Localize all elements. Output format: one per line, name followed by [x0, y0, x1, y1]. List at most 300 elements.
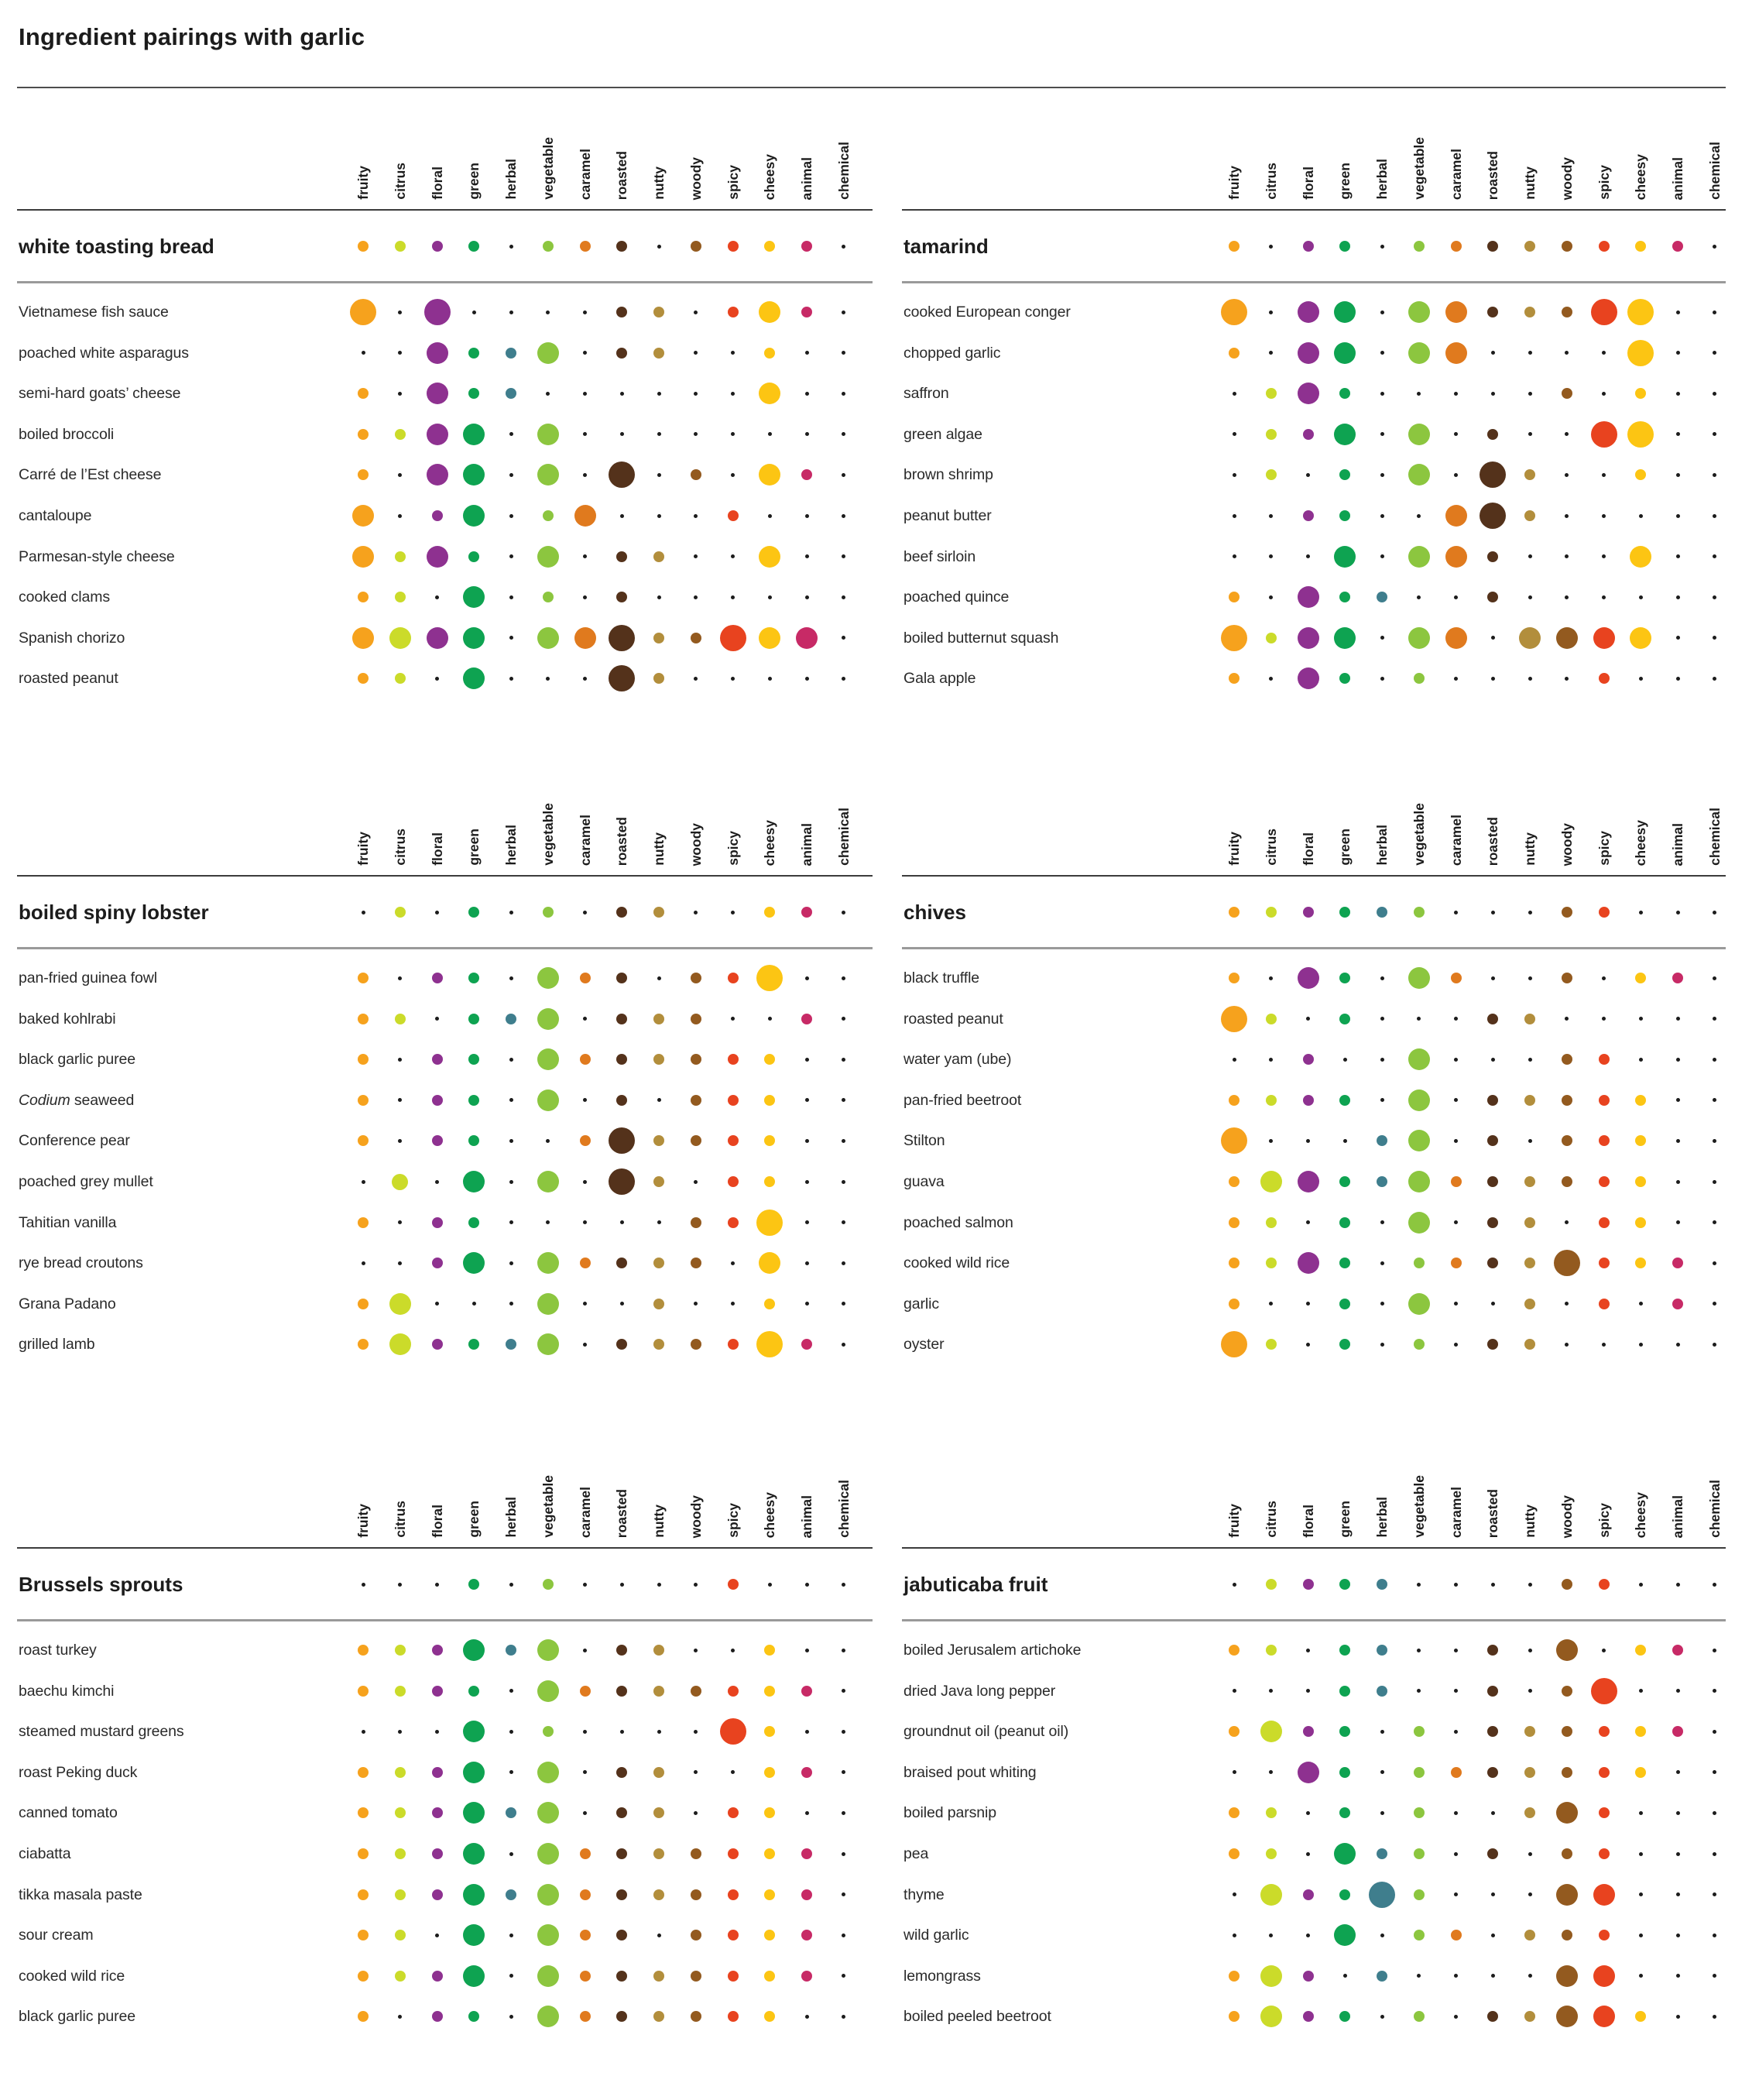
flavor-dot-spicy [728, 1054, 739, 1065]
flavor-dot-citrus [395, 592, 406, 602]
flavor-dot-animal [1676, 1139, 1680, 1143]
flavor-dot-floral [1306, 1220, 1310, 1224]
flavor-dot-caramel [583, 392, 587, 396]
flavor-dot-nutty [1524, 1258, 1535, 1268]
flavor-dot-chemical [1713, 1974, 1716, 1978]
flavor-dot-animal [1676, 432, 1680, 436]
flavor-dot-green [463, 1721, 485, 1742]
flavor-dot-fruity [1221, 625, 1247, 651]
flavor-dot-animal [1676, 1689, 1680, 1693]
flavor-dot-herbal [1380, 636, 1384, 640]
flavor-dot-chemical [842, 1689, 845, 1693]
flavor-dot-chemical [1713, 911, 1716, 914]
flavor-dot-roasted [1491, 351, 1495, 355]
flavor-dot-cheesy [759, 627, 780, 649]
flavor-dot-vegetable [1408, 1171, 1430, 1192]
flavor-dot-citrus [395, 429, 406, 440]
flavor-dot-roasted [1487, 1217, 1498, 1228]
flavor-dot-citrus [395, 1930, 406, 1940]
flavor-dot-herbal [1380, 1302, 1384, 1306]
flavor-dot-green [463, 627, 485, 649]
flavor-dot-animal [1676, 1583, 1680, 1587]
flavor-dot-fruity [1233, 392, 1236, 396]
flavor-dot-herbal [509, 1730, 513, 1734]
flavor-dot-animal [805, 595, 809, 599]
flavor-dot-woody [691, 1889, 701, 1900]
flavor-dot-green [1339, 673, 1350, 684]
flavor-dot-nutty [1524, 2011, 1535, 2022]
ingredient-label: roast Peking duck [19, 1763, 138, 1781]
flavor-dot-green [463, 1924, 485, 1946]
flavor-dot-roasted [1487, 1095, 1498, 1106]
flavor-dot-floral [432, 1135, 443, 1146]
flavor-dot-cheesy [756, 965, 783, 991]
flavor-dot-woody [691, 1930, 701, 1940]
flavor-dot-green [472, 311, 476, 314]
category-label-fruity: fruity [355, 166, 371, 200]
category-label-green: green [466, 1501, 482, 1538]
flavor-dot-spicy [731, 432, 735, 436]
category-label-cheesy: cheesy [1633, 1491, 1649, 1538]
flavor-dot-animal [805, 1302, 809, 1306]
flavor-dot-floral [432, 1889, 443, 1900]
flavor-dot-woody [1562, 1686, 1572, 1697]
flavor-dot-chemical [1713, 514, 1716, 518]
flavor-dot-chemical [1713, 1649, 1716, 1652]
flavor-dot-fruity [1233, 1770, 1236, 1774]
flavor-dot-spicy [1602, 554, 1606, 558]
flavor-dot-caramel [1454, 1098, 1458, 1102]
flavor-dot-green [463, 1965, 485, 1987]
flavor-dot-vegetable [537, 1089, 559, 1111]
flavor-dot-cheesy [764, 1726, 775, 1737]
flavor-dot-animal [801, 469, 812, 480]
flavor-dot-caramel [1451, 1176, 1462, 1187]
flavor-dot-chemical [842, 1302, 845, 1306]
flavor-dot-cheesy [764, 1095, 775, 1106]
flavor-dot-woody [691, 469, 701, 480]
flavor-dot-cheesy [768, 432, 772, 436]
flavor-dot-nutty [1528, 1139, 1532, 1143]
flavor-dot-spicy [728, 1889, 739, 1900]
flavor-dot-caramel [580, 1135, 591, 1146]
flavor-dot-vegetable [1414, 1767, 1425, 1778]
flavor-dot-citrus [389, 627, 411, 649]
flavor-dot-floral [432, 1767, 443, 1778]
flavor-dot-chemical [842, 432, 845, 436]
flavor-dot-cheesy [1635, 1645, 1646, 1656]
flavor-dot-nutty [1524, 1767, 1535, 1778]
flavor-dot-floral [1306, 1811, 1310, 1815]
flavor-dot-animal [1676, 1180, 1680, 1184]
flavor-dot-green [463, 1252, 485, 1274]
flavor-dot-animal [805, 432, 809, 436]
flavor-dot-animal [805, 1649, 809, 1652]
ingredient-label: roast turkey [19, 1642, 97, 1659]
flavor-dot-floral [1298, 667, 1319, 689]
flavor-dot-chemical [1713, 1811, 1716, 1815]
flavor-dot-citrus [1269, 514, 1273, 518]
flavor-dot-caramel [583, 554, 587, 558]
flavor-dot-green [1334, 301, 1356, 323]
flavor-dot-green [468, 241, 479, 252]
category-label-woody: woody [687, 822, 704, 866]
ingredient-label: sour cream [19, 1927, 94, 1944]
flavor-dot-spicy [1599, 907, 1610, 918]
flavor-dot-caramel [1454, 1220, 1458, 1224]
panel-title: tamarind [904, 235, 989, 258]
flavor-dot-animal [1672, 1299, 1683, 1309]
flavor-dot-caramel [583, 473, 587, 477]
flavor-dot-floral [432, 1848, 443, 1859]
flavor-dot-spicy [731, 1649, 735, 1652]
category-label-animal: animal [1670, 156, 1685, 200]
category-label-citrus: citrus [1263, 163, 1279, 200]
category-label-vegetable: vegetable [1411, 803, 1427, 866]
flavor-dot-vegetable [1408, 424, 1430, 445]
flavor-dot-caramel [583, 1730, 587, 1734]
flavor-dot-spicy [728, 1339, 739, 1350]
flavor-dot-herbal [506, 1889, 516, 1900]
flavor-dot-vegetable [1417, 514, 1421, 518]
flavor-dot-woody [1565, 1220, 1569, 1224]
flavor-dot-animal [1676, 1892, 1680, 1896]
flavor-dot-fruity [1229, 1217, 1240, 1228]
flavor-dot-floral [1303, 1095, 1314, 1106]
flavor-dot-nutty [1528, 351, 1532, 355]
flavor-dot-green [1339, 1807, 1350, 1818]
flavor-dot-citrus [398, 1730, 402, 1734]
flavor-dot-roasted [1491, 1058, 1495, 1062]
flavor-dot-green [463, 1802, 485, 1824]
flavor-dot-nutty [1528, 554, 1532, 558]
flavor-dot-herbal [1380, 245, 1384, 249]
flavor-dot-herbal [509, 1058, 513, 1062]
flavor-dot-chemical [842, 1649, 845, 1652]
ingredient-label: poached quince [904, 588, 1010, 606]
page-title: Ingredient pairings with garlic [19, 23, 365, 50]
flavor-dot-animal [805, 2015, 809, 2019]
flavor-dot-floral [432, 1339, 443, 1350]
flavor-dot-cheesy [768, 1017, 772, 1021]
flavor-dot-vegetable [546, 1220, 550, 1224]
flavor-dot-herbal [1380, 1934, 1384, 1937]
flavor-dot-roasted [1487, 1726, 1498, 1737]
category-label-caramel: caramel [577, 1486, 593, 1538]
flavor-dot-spicy [1599, 1054, 1610, 1065]
flavor-dot-citrus [1269, 1302, 1273, 1306]
flavor-dot-spicy [1602, 392, 1606, 396]
flavor-dot-animal [805, 1730, 809, 1734]
flavor-dot-caramel [1454, 392, 1458, 396]
flavor-dot-animal [796, 627, 818, 649]
ingredient-label: rye bread croutons [19, 1254, 143, 1272]
flavor-dot-green [463, 1639, 485, 1661]
flavor-dot-floral [1306, 1139, 1310, 1143]
flavor-dot-citrus [1266, 1848, 1277, 1859]
flavor-dot-caramel [1454, 2015, 1458, 2019]
flavor-dot-nutty [657, 1730, 661, 1734]
flavor-dot-nutty [653, 1176, 664, 1187]
flavor-dot-herbal [1377, 1848, 1387, 1859]
flavor-dot-cheesy [764, 1848, 775, 1859]
flavor-dot-woody [691, 1054, 701, 1065]
category-label-woody: woody [1558, 1494, 1575, 1538]
flavor-dot-green [1334, 342, 1356, 364]
flavor-dot-vegetable [1408, 1293, 1430, 1315]
flavor-dot-herbal [1377, 1579, 1387, 1590]
flavor-dot-roasted [620, 1583, 624, 1587]
flavor-dot-green [1339, 592, 1350, 602]
ingredient-label: Vietnamese fish sauce [19, 304, 169, 321]
flavor-dot-citrus [1266, 388, 1277, 399]
flavor-dot-green [1339, 1299, 1350, 1309]
flavor-dot-cheesy [1635, 1176, 1646, 1187]
flavor-dot-woody [1562, 307, 1572, 317]
flavor-dot-floral [432, 510, 443, 521]
flavor-dot-roasted [616, 1971, 627, 1982]
flavor-dot-woody [691, 1095, 701, 1106]
flavor-dot-fruity [358, 1889, 369, 1900]
flavor-dot-spicy [1599, 1726, 1610, 1737]
flavor-dot-woody [694, 1649, 698, 1652]
flavor-dot-woody [1565, 595, 1569, 599]
flavor-dot-caramel [580, 241, 591, 252]
flavor-dot-spicy [1599, 1579, 1610, 1590]
category-label-herbal: herbal [503, 825, 519, 866]
flavor-dot-fruity [352, 505, 374, 527]
flavor-dot-spicy [1602, 473, 1606, 477]
flavor-dot-nutty [653, 1767, 664, 1778]
flavor-dot-floral [432, 241, 443, 252]
flavor-dot-nutty [657, 1220, 661, 1224]
flavor-dot-animal [1676, 1934, 1680, 1937]
flavor-dot-fruity [1229, 592, 1240, 602]
flavor-dot-spicy [731, 595, 735, 599]
flavor-dot-nutty [657, 245, 661, 249]
category-label-fruity: fruity [1226, 1504, 1242, 1538]
flavor-dot-herbal [509, 677, 513, 681]
flavor-dot-animal [801, 1767, 812, 1778]
flavor-dot-nutty [653, 1339, 664, 1350]
flavor-dot-woody [1565, 432, 1569, 436]
flavor-dot-roasted [1487, 1686, 1498, 1697]
flavor-dot-fruity [358, 1767, 369, 1778]
flavor-dot-spicy [1599, 241, 1610, 252]
flavor-dot-citrus [1269, 1770, 1273, 1774]
flavor-dot-vegetable [537, 1843, 559, 1865]
flavor-dot-citrus [398, 2015, 402, 2019]
flavor-dot-woody [691, 1135, 701, 1146]
flavor-dot-herbal [509, 1302, 513, 1306]
flavor-dot-citrus [398, 392, 402, 396]
flavor-dot-vegetable [543, 1579, 554, 1590]
flavor-dot-animal [1676, 1852, 1680, 1856]
flavor-dot-roasted [609, 1168, 635, 1195]
flavor-dot-citrus [1269, 1689, 1273, 1693]
flavor-dot-floral [1303, 907, 1314, 918]
flavor-dot-woody [1556, 1802, 1578, 1824]
flavor-dot-fruity [358, 1807, 369, 1818]
flavor-dot-nutty [1524, 1726, 1535, 1737]
category-label-floral: floral [1300, 832, 1316, 866]
flavor-dot-spicy [728, 307, 739, 317]
flavor-dot-fruity [1229, 1095, 1240, 1106]
category-label-nutty: nutty [1522, 832, 1538, 866]
flavor-dot-cheesy [1635, 1767, 1646, 1778]
flavor-dot-spicy [1602, 1343, 1606, 1347]
flavor-dot-woody [694, 311, 698, 314]
flavor-dot-spicy [728, 241, 739, 252]
flavor-dot-green [1343, 1974, 1347, 1978]
flavor-dot-nutty [653, 1848, 664, 1859]
flavor-dot-spicy [1599, 1767, 1610, 1778]
ingredient-label: steamed mustard greens [19, 1723, 184, 1741]
flavor-dot-chemical [842, 1974, 845, 1978]
flavor-dot-caramel [583, 432, 587, 436]
category-label-green: green [466, 829, 482, 866]
flavor-dot-spicy [720, 1718, 746, 1745]
flavor-dot-animal [1676, 1811, 1680, 1815]
flavor-dot-citrus [395, 1848, 406, 1859]
flavor-dot-herbal [1380, 554, 1384, 558]
flavor-dot-herbal [1380, 1343, 1384, 1347]
flavor-dot-citrus [395, 1971, 406, 1982]
flavor-dot-caramel [1454, 1302, 1458, 1306]
category-label-cheesy: cheesy [762, 819, 778, 866]
flavor-dot-vegetable [543, 907, 554, 918]
flavor-dot-spicy [1591, 299, 1617, 325]
flavor-dot-herbal [509, 976, 513, 980]
flavor-dot-herbal [1380, 1770, 1384, 1774]
flavor-dot-roasted [609, 1127, 635, 1154]
flavor-dot-caramel [583, 311, 587, 314]
flavor-dot-herbal [1380, 1058, 1384, 1062]
flavor-dot-nutty [653, 1889, 664, 1900]
flavor-dot-caramel [1445, 301, 1467, 323]
flavor-dot-citrus [395, 551, 406, 562]
flavor-dot-nutty [657, 1934, 661, 1937]
flavor-dot-animal [801, 907, 812, 918]
flavor-dot-caramel [583, 1220, 587, 1224]
flavor-dot-woody [691, 1258, 701, 1268]
ingredient-label: brown shrimp [904, 466, 993, 484]
flavor-dot-chemical [1713, 1017, 1716, 1021]
flavor-dot-animal [1676, 514, 1680, 518]
flavor-dot-vegetable [1417, 1689, 1421, 1693]
flavor-dot-spicy [731, 351, 735, 355]
flavor-dot-herbal [1380, 432, 1384, 436]
flavor-dot-vegetable [546, 392, 550, 396]
flavor-dot-floral [1298, 586, 1319, 608]
flavor-dot-roasted [1491, 1302, 1495, 1306]
flavor-dot-spicy [728, 2011, 739, 2022]
flavor-dot-animal [1676, 1017, 1680, 1021]
flavor-dot-green [1339, 1339, 1350, 1350]
flavor-dot-nutty [1524, 1339, 1535, 1350]
flavor-dot-fruity [1229, 973, 1240, 983]
flavor-dot-nutty [653, 2011, 664, 2022]
flavor-dot-caramel [580, 2011, 591, 2022]
flavor-dot-herbal [1380, 514, 1384, 518]
category-label-vegetable: vegetable [1411, 137, 1427, 200]
flavor-dot-caramel [583, 1302, 587, 1306]
flavor-dot-fruity [1229, 1848, 1240, 1859]
flavor-dot-citrus [398, 351, 402, 355]
category-label-floral: floral [1300, 166, 1316, 200]
flavor-dot-fruity [358, 429, 369, 440]
flavor-dot-floral [1298, 1171, 1319, 1192]
flavor-dot-floral [427, 342, 448, 364]
flavor-dot-floral [435, 1583, 439, 1587]
flavor-dot-spicy [728, 1579, 739, 1590]
ingredient-label: dried Java long pepper [904, 1682, 1056, 1700]
category-header-divider [902, 1547, 1726, 1549]
flavor-dot-cheesy [764, 1686, 775, 1697]
flavor-dot-woody [1562, 241, 1572, 252]
flavor-dot-cheesy [1635, 1135, 1646, 1146]
flavor-dot-spicy [728, 1807, 739, 1818]
flavor-dot-caramel [1454, 677, 1458, 681]
flavor-dot-green [1339, 1217, 1350, 1228]
flavor-dot-chemical [1713, 1180, 1716, 1184]
flavor-dot-fruity [1229, 241, 1240, 252]
flavor-dot-herbal [509, 1220, 513, 1224]
flavor-dot-spicy [731, 1017, 735, 1021]
category-label-chemical: chemical [835, 1480, 852, 1538]
flavor-dot-floral [1298, 967, 1319, 989]
flavor-dot-woody [694, 554, 698, 558]
flavor-dot-cheesy [756, 1210, 783, 1236]
flavor-dot-cheesy [1630, 546, 1651, 568]
category-label-woody: woody [687, 156, 704, 200]
flavor-dot-roasted [1491, 1892, 1495, 1896]
flavor-dot-herbal [509, 311, 513, 314]
flavor-dot-floral [1306, 1343, 1310, 1347]
flavor-dot-floral [427, 546, 448, 568]
flavor-dot-chemical [1713, 2015, 1716, 2019]
flavor-dot-chemical [1713, 1892, 1716, 1896]
flavor-dot-chemical [842, 1583, 845, 1587]
ingredient-label: oyster [904, 1336, 945, 1354]
flavor-dot-roasted [1487, 1767, 1498, 1778]
category-header-divider [17, 209, 873, 211]
flavor-dot-caramel [583, 1180, 587, 1184]
ingredient-label: pan-fried guinea fowl [19, 969, 157, 987]
flavor-dot-citrus [1269, 1139, 1273, 1143]
flavor-dot-woody [694, 514, 698, 518]
flavor-dot-chemical [1713, 245, 1716, 249]
flavor-dot-woody [1562, 1135, 1572, 1146]
flavor-dot-caramel [583, 1811, 587, 1815]
flavor-dot-woody [1562, 973, 1572, 983]
flavor-dot-cheesy [1639, 1583, 1643, 1587]
flavor-dot-green [468, 551, 479, 562]
flavor-dot-chemical [842, 1058, 845, 1062]
flavor-dot-chemical [842, 392, 845, 396]
flavor-dot-cheesy [1635, 1217, 1646, 1228]
flavor-dot-green [463, 586, 485, 608]
flavor-dot-chemical [842, 554, 845, 558]
flavor-dot-green [468, 1135, 479, 1146]
flavor-dot-vegetable [1414, 1848, 1425, 1859]
flavor-dot-roasted [616, 2011, 627, 2022]
ingredient-label: water yam (ube) [904, 1051, 1012, 1069]
flavor-dot-roasted [1487, 1135, 1498, 1146]
flavor-dot-woody [1562, 1726, 1572, 1737]
flavor-dot-fruity [1229, 348, 1240, 359]
flavor-dot-green [1334, 546, 1356, 568]
